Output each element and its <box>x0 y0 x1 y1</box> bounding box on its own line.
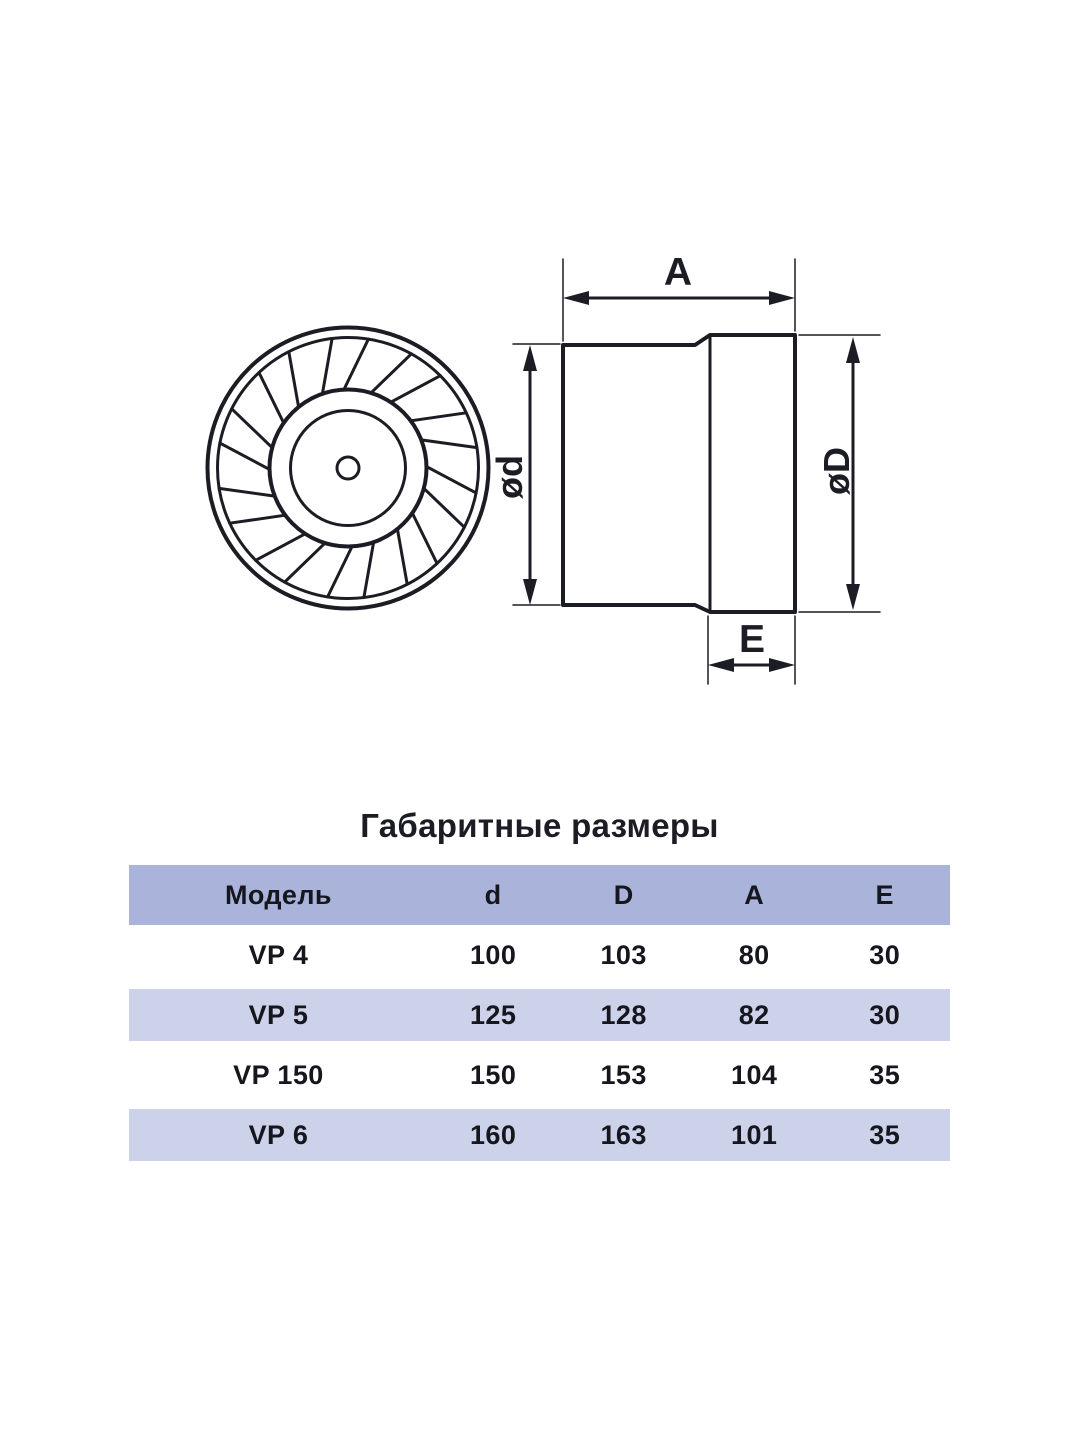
cell-D: 103 <box>600 939 647 970</box>
cell-E: 30 <box>869 939 901 970</box>
cell-A: 104 <box>731 1059 778 1090</box>
table-row <box>129 1105 950 1165</box>
cell-A: 82 <box>738 999 770 1030</box>
dimension-od-big <box>799 335 880 612</box>
cell-E: 35 <box>869 1059 901 1090</box>
fan-front-view <box>208 328 489 609</box>
dimensions-table <box>129 865 950 1165</box>
cell-model: VP 6 <box>248 1119 309 1150</box>
cell-d: 100 <box>469 939 517 970</box>
dimension-a <box>563 251 795 341</box>
cell-model: VP 5 <box>248 999 309 1030</box>
column-header-D: D <box>613 879 634 910</box>
cell-D: 128 <box>600 999 647 1030</box>
fan-side-view <box>563 335 795 612</box>
cell-A: 101 <box>731 1119 778 1150</box>
table-header-row <box>129 865 950 925</box>
dimension-a-label: A <box>663 251 693 294</box>
cell-d: 150 <box>469 1059 517 1090</box>
cell-d: 160 <box>469 1119 517 1150</box>
cell-A: 80 <box>738 939 770 970</box>
dimension-od-big-label: øD <box>816 447 857 495</box>
page-title: Габаритные размеры <box>360 807 719 844</box>
cell-E: 35 <box>869 1119 901 1150</box>
column-header-d: d <box>484 879 502 910</box>
cell-d: 125 <box>469 999 517 1030</box>
dimension-od-small-label: ød <box>489 455 530 499</box>
dimension-od-small <box>489 344 560 605</box>
column-header-A: A <box>744 879 765 910</box>
cell-D: 153 <box>600 1059 647 1090</box>
column-header-model: Модель <box>224 879 332 910</box>
cell-D: 163 <box>600 1119 647 1150</box>
dimension-e <box>708 616 795 684</box>
dimension-e-label: E <box>738 618 766 661</box>
cell-E: 30 <box>869 999 901 1030</box>
table-row <box>129 985 950 1045</box>
table-row <box>129 1045 950 1105</box>
cell-model: VP 4 <box>248 939 309 970</box>
cell-model: VP 150 <box>233 1059 324 1090</box>
fan-blades <box>219 339 477 598</box>
column-header-E: E <box>875 879 894 910</box>
table-row <box>129 925 950 985</box>
